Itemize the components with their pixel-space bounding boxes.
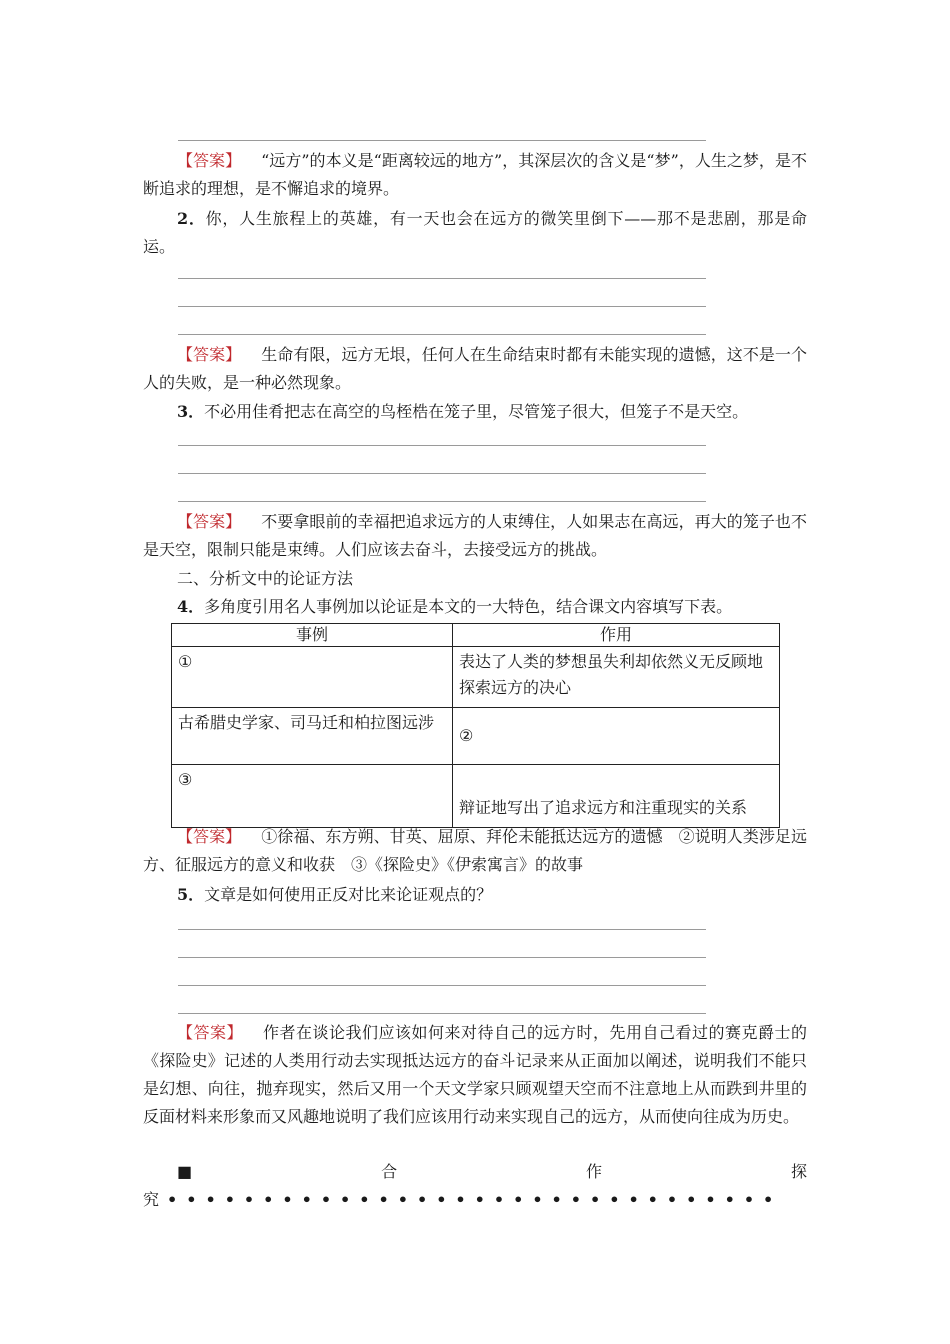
answer-label: 【答案】 — [177, 151, 242, 170]
q5-question — [143, 881, 807, 909]
title-char: 究 — [143, 1190, 160, 1209]
question-number: 2． — [177, 209, 206, 228]
dot-leader: •••••••••••••••••••••••••••••••• — [167, 1190, 783, 1209]
examples-table — [171, 623, 780, 828]
table-row — [172, 647, 780, 708]
answer-line — [178, 140, 706, 141]
q4-question — [143, 593, 807, 621]
question-text: 你，人生旅程上的英雄，有一天也会在远方的微笑里倒下——那不是悲剧，那是命运。 — [143, 209, 807, 256]
question-text: 不必用佳肴把志在高空的鸟桎梏在笼子里，尽管笼子很大，但笼子不是天空。 — [204, 402, 749, 421]
question-text: 文章是如何使用正反对比来论证观点的？ — [204, 885, 493, 904]
title-char: 合 — [381, 1162, 398, 1181]
answer-line — [178, 985, 706, 986]
table-cell: 古希腊史学家、司马迁和柏拉图远涉 — [172, 708, 453, 765]
answer-text: 作者在谈论我们应该如何来对待自己的远方时，先用自己看过的赛克爵士的《探险史》记述的人类用行动去实现抵达远方的奋斗记录来从正面加以阐述，说明我们不能只是幻想、向往，抛弃现实，然后又用一个天文学家只顾观望天空而不注意地上从而跌到井里的反面材料来形象而又风趣地说明了我们应该用行动来实现自己的远方，从而使向往成为历史。 — [143, 1023, 807, 1126]
q2-answer — [143, 341, 807, 397]
answer-text: 生命有限，远方无垠，任何人在生命结束时都有未能实现的遗憾，这不是一个人的失败，是一种必然现象。 — [143, 345, 807, 392]
q4-answer — [143, 823, 807, 879]
answer-line — [178, 473, 706, 474]
table-header-row — [172, 624, 780, 647]
q2-question — [143, 205, 807, 261]
square-bullet-icon: ■ — [177, 1162, 193, 1181]
q5-answer — [143, 1019, 807, 1131]
table-cell: 表达了人类的梦想虽失利却依然义无反顾地探索远方的决心 — [453, 647, 780, 708]
answer-line — [178, 929, 706, 930]
answer-line — [178, 957, 706, 958]
question-text: 多角度引用名人事例加以论证是本文的一大特色，结合课文内容填写下表。 — [204, 597, 733, 616]
table-header-function: 作用 — [453, 624, 780, 647]
q3-question — [143, 398, 807, 426]
section-heading: 二、分析文中的论证方法 — [177, 569, 354, 588]
answer-label: 【答案】 — [177, 1023, 243, 1042]
answer-label: 【答案】 — [177, 512, 242, 531]
answer-line — [178, 334, 706, 335]
question-number: 3． — [177, 402, 205, 421]
title-char: 探 — [790, 1162, 807, 1181]
answer-line — [178, 501, 706, 502]
answer-text: ①徐福、东方朔、甘英、屈原、拜伦未能抵达远方的遗憾 ②说明人类涉足远方、征服远方的意义和收获 ③《探险史》《伊索寓言》的故事 — [143, 827, 807, 874]
answer-line — [178, 278, 706, 279]
answer-label: 【答案】 — [177, 345, 242, 364]
answer-text: 不要拿眼前的幸福把追求远方的人束缚住，人如果志在高远，再大的笼子也不是天空，限制只能是束缚。人们应该去奋斗，去接受远方的挑战。 — [143, 512, 807, 559]
answer-line — [178, 306, 706, 307]
coop-section-title — [143, 1158, 807, 1186]
q1-answer — [143, 147, 807, 203]
answer-text: “远方”的本义是“距离较远的地方”，其深层次的含义是“梦”，人生之梦，是不断追求的理想，是不懈追求的境界。 — [143, 151, 807, 198]
table-cell: 辩证地写出了追求远方和注重现实的关系 — [453, 765, 780, 828]
question-number: 5． — [177, 885, 205, 904]
title-char: 作 — [586, 1162, 603, 1181]
table-header-example: 事例 — [172, 624, 453, 647]
question-number: 4． — [177, 597, 205, 616]
table-cell: ① — [172, 647, 453, 708]
coop-section-title-cont — [143, 1186, 807, 1214]
answer-label: 【答案】 — [177, 827, 242, 846]
answer-line — [178, 445, 706, 446]
table-row — [172, 708, 780, 765]
q3-answer — [143, 508, 807, 564]
table-cell: ③ — [172, 765, 453, 828]
table-row — [172, 765, 780, 828]
table-cell: ② — [453, 708, 780, 765]
answer-line — [178, 1013, 706, 1014]
